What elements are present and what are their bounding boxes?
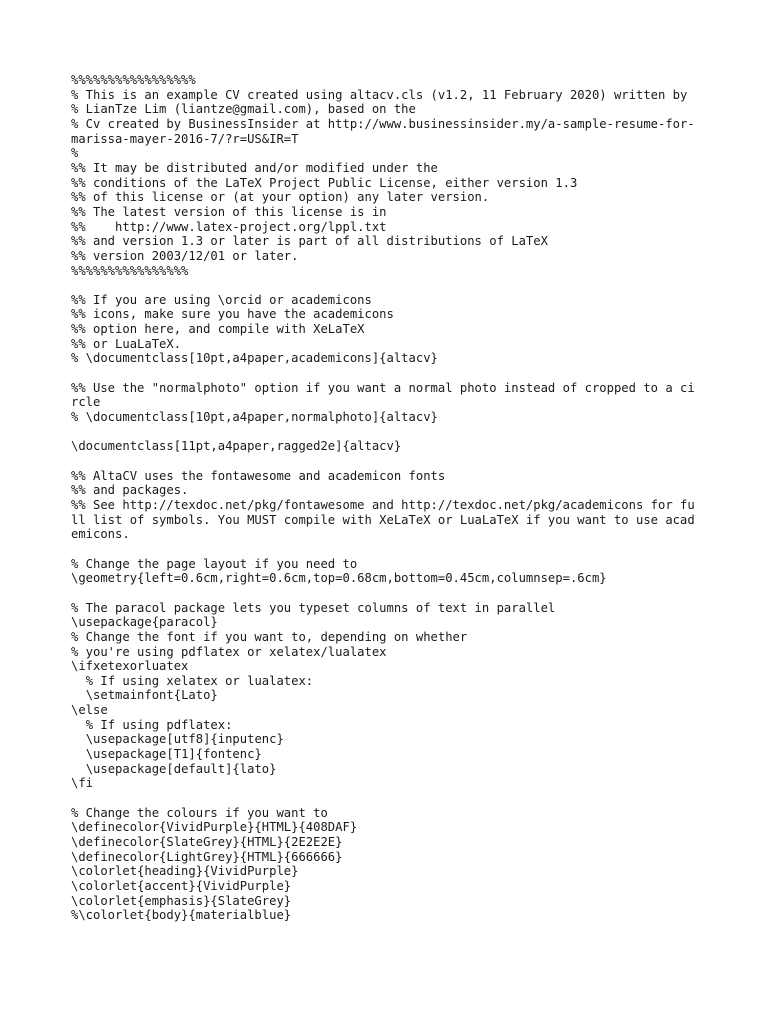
document-line: %%%%%%%%%%%%%%%%% [71, 73, 196, 87]
document-line: \usepackage{paracol} [71, 615, 218, 630]
document-line: % Change the page layout if you need to [71, 556, 358, 571]
document-line: %% AltaCV uses the fontawesome and academicon fonts [71, 468, 446, 483]
document-line: \ifxetexorluatex [71, 659, 189, 674]
document-line: \colorlet{emphasis}{SlateGrey} [71, 893, 292, 908]
document-line: \setmainfont{Lato} [71, 688, 218, 703]
document-line: % \documentclass[10pt,a4paper,normalphoto]{altacv} [71, 410, 438, 425]
document-line: % Change the colours if you want to [71, 805, 328, 820]
document-line [71, 791, 701, 806]
document-line: %% It may be distributed and/or modified under the [71, 160, 438, 175]
document-line: % If using pdflatex: [71, 717, 233, 732]
document-line [71, 278, 701, 293]
document-line: % [71, 146, 79, 161]
document-line: %% option here, and compile with XeLaTeX [71, 322, 365, 337]
document-line: \usepackage[default]{lato} [71, 761, 277, 776]
document-line: %% If you are using \orcid or academicons [71, 292, 372, 307]
document-line [71, 366, 701, 381]
document-line: \colorlet{heading}{VividPurple} [71, 864, 299, 879]
document-line: %% version 2003/12/01 or later. [71, 248, 299, 263]
document-line: % LianTze Lim (liantze@gmail.com), based on the [71, 102, 416, 117]
document-line: \usepackage[utf8]{inputenc} [71, 732, 284, 747]
document-line: % The paracol package lets you typeset columns of text in parallel [71, 600, 556, 615]
document-line: %% http://www.latex-project.org/lppl.txt [71, 219, 387, 234]
document-line: % This is an example CV created using altacv.cls (v1.2, 11 February 2020) written by [71, 87, 688, 102]
document-line: %% See http://texdoc.net/pkg/fontawesome and http://texdoc.net/pkg/academicons for full list of symbols. You MUST compile with XeLaTeX or LuaLaTeX if you want to use academicons. [71, 497, 695, 542]
document-line: \definecolor{VividPurple}{HTML}{408DAF} [71, 820, 358, 835]
document-line: %% and version 1.3 or later is part of all distributions of LaTeX [71, 234, 548, 249]
document-line: % \documentclass[10pt,a4paper,academicons]{altacv} [71, 351, 438, 366]
document-line: \else [71, 703, 108, 718]
document-line: \definecolor{SlateGrey}{HTML}{2E2E2E} [71, 835, 343, 850]
document-line: \fi [71, 776, 94, 791]
document-line: %%%%%%%%%%%%%%%% [71, 263, 189, 278]
document-line: %% icons, make sure you have the academicons [71, 307, 394, 322]
document-line [71, 454, 701, 469]
document-line [71, 425, 701, 440]
document-line: \usepackage[T1]{fontenc} [71, 747, 262, 762]
document-line [71, 586, 701, 601]
document-line: % Cv created by BusinessInsider at http://www.businessinsider.my/a-sample-resume-for-marissa-mayer-2016-7/?r=US&IR=T [71, 116, 695, 146]
document-line: \colorlet{accent}{VividPurple} [71, 878, 292, 893]
document-line: %% Use the "normalphoto" option if you want a normal photo instead of cropped to a circle [71, 380, 695, 410]
document-line [71, 542, 701, 557]
document-line: %% conditions of the LaTeX Project Public License, either version 1.3 [71, 175, 578, 190]
document-line: % If using xelatex or lualatex: [71, 673, 314, 688]
document-line: %\colorlet{body}{materialblue} [71, 908, 292, 923]
document-line: \documentclass[11pt,a4paper,ragged2e]{altacv} [71, 439, 402, 454]
document-line: % you're using pdflatex or xelatex/lualatex [71, 644, 387, 659]
document-line: % Change the font if you want to, depending on whether [71, 629, 468, 644]
document-line: %% or LuaLaTeX. [71, 336, 182, 351]
document-line: \definecolor{LightGrey}{HTML}{666666} [71, 849, 343, 864]
document-text [71, 73, 701, 923]
document-line: %% and packages. [71, 483, 189, 498]
document-line: \geometry{left=0.6cm,right=0.6cm,top=0.68cm,bottom=0.45cm,columnsep=.6cm} [71, 571, 607, 586]
document-line: %% The latest version of this license is in [71, 204, 387, 219]
document-line: %% of this license or (at your option) any later version. [71, 190, 490, 205]
